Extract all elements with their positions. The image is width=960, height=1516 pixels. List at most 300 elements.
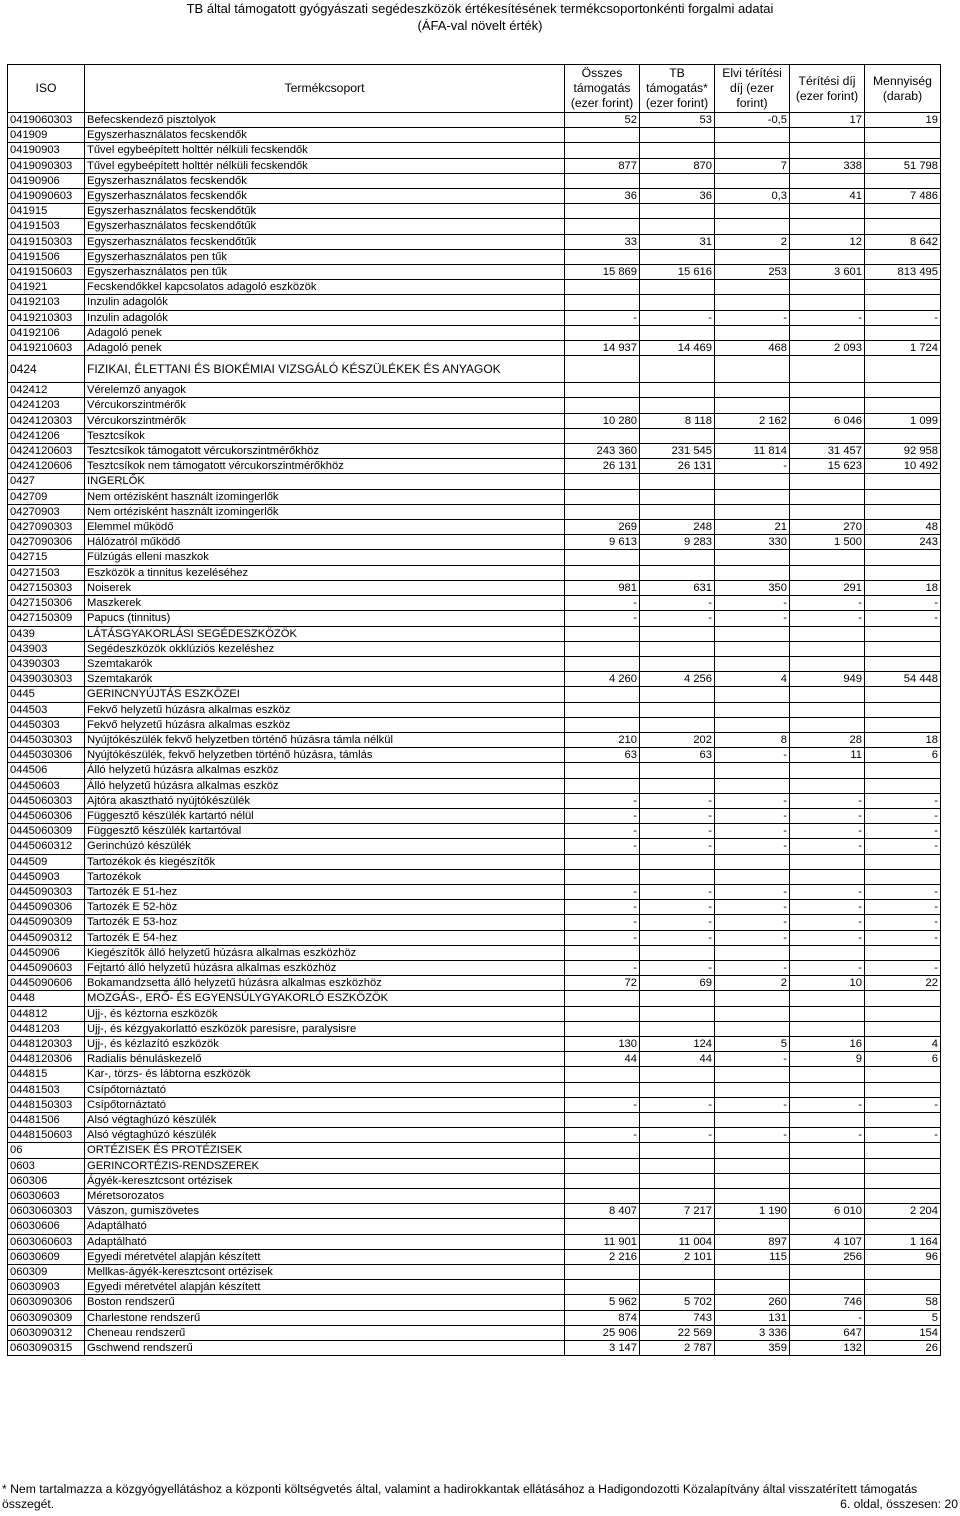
tb-support-cell: 743 [640, 1310, 715, 1325]
quantity-cell: 92 958 [865, 444, 941, 459]
fee-cell [790, 504, 865, 519]
tb-support-cell: 14 469 [640, 341, 715, 356]
nominal-fee-cell: 260 [715, 1295, 790, 1310]
total-support-cell [565, 687, 640, 702]
fee-cell [790, 428, 865, 443]
product-group-cell: Alsó végtaghúzó készülék [85, 1113, 565, 1128]
product-group-cell: GERINCNYÚJTÁS ESZKÖZEI [85, 687, 565, 702]
iso-code-cell: 044812 [8, 1006, 85, 1021]
nominal-fee-cell [715, 1219, 790, 1234]
tb-support-cell: 231 545 [640, 444, 715, 459]
total-support-cell [565, 854, 640, 869]
fee-cell [790, 295, 865, 310]
nominal-fee-cell [715, 489, 790, 504]
nominal-fee-cell: 115 [715, 1249, 790, 1264]
fee-cell: 11 [790, 748, 865, 763]
iso-code-cell: 0448150603 [8, 1128, 85, 1143]
nominal-fee-cell [715, 1006, 790, 1021]
product-group-cell: Nyújtókészülék fekvő helyzetben történő húzásra támla nélkül [85, 732, 565, 747]
product-group-cell: GERINCORTÉZIS-RENDSZEREK [85, 1158, 565, 1173]
tb-support-cell: - [640, 915, 715, 930]
tb-support-cell: - [640, 793, 715, 808]
table-row [8, 535, 941, 550]
tb-support-cell: - [640, 960, 715, 975]
nominal-fee-cell: - [715, 960, 790, 975]
quantity-cell [865, 945, 941, 960]
iso-code-cell: 0419060303 [8, 113, 85, 128]
nominal-fee-cell [715, 204, 790, 219]
fee-cell [790, 1067, 865, 1082]
iso-code-cell: 044506 [8, 763, 85, 778]
tb-support-cell: 36 [640, 189, 715, 204]
iso-code-cell: 0603060603 [8, 1234, 85, 1249]
quantity-cell: 19 [865, 113, 941, 128]
footnote: * Nem tartalmazza a közgyógyellátáshoz a központi költségvetés által, valamint a hadirokkantak ellátásához a Hadigondozotti Közalapítvány által visszatérített támogatás [2, 1482, 918, 1496]
quantity-cell: - [865, 930, 941, 945]
tb-support-cell [640, 778, 715, 793]
total-support-cell: 130 [565, 1036, 640, 1051]
iso-code-cell: 0439030303 [8, 672, 85, 687]
total-support-cell: - [565, 884, 640, 899]
fee-cell [790, 717, 865, 732]
tb-support-cell [640, 398, 715, 413]
iso-code-cell: 0448120306 [8, 1052, 85, 1067]
iso-code-cell: 0427150309 [8, 611, 85, 626]
product-group-cell: Ujj-, és kézlazító eszközök [85, 1036, 565, 1051]
tb-support-cell [640, 854, 715, 869]
fee-cell [790, 128, 865, 143]
quantity-cell: - [865, 1097, 941, 1112]
fee-cell: - [790, 310, 865, 325]
total-support-cell: 14 937 [565, 341, 640, 356]
nominal-fee-cell [715, 763, 790, 778]
fee-cell: 28 [790, 732, 865, 747]
nominal-fee-cell [715, 143, 790, 158]
total-support-cell: 26 131 [565, 459, 640, 474]
tb-support-cell: - [640, 1128, 715, 1143]
fee-cell [790, 173, 865, 188]
quantity-cell [865, 1143, 941, 1158]
fee-cell: 647 [790, 1325, 865, 1340]
total-support-cell [565, 428, 640, 443]
table-row [8, 778, 941, 793]
fee-cell [790, 1158, 865, 1173]
nominal-fee-cell [715, 687, 790, 702]
quantity-cell: - [865, 915, 941, 930]
nominal-fee-cell [715, 474, 790, 489]
iso-code-cell: 0419090603 [8, 189, 85, 204]
iso-code-cell: 0445060306 [8, 808, 85, 823]
total-support-cell [565, 1143, 640, 1158]
total-support-cell: 3 147 [565, 1341, 640, 1356]
product-group-cell: Egyszerhasználatos pen tűk [85, 249, 565, 264]
total-support-cell [565, 1265, 640, 1280]
header-total: Összes támogatás (ezer forint) [565, 65, 640, 113]
total-support-cell [565, 626, 640, 641]
product-group-cell: Adaptálható [85, 1219, 565, 1234]
iso-code-cell: 0427150306 [8, 596, 85, 611]
total-support-cell: - [565, 808, 640, 823]
table-row [8, 611, 941, 626]
iso-code-cell: 04481506 [8, 1113, 85, 1128]
tb-support-cell: 8 118 [640, 413, 715, 428]
tb-support-cell [640, 1067, 715, 1082]
table-row [8, 265, 941, 280]
nominal-fee-cell: - [715, 596, 790, 611]
total-support-cell [565, 1189, 640, 1204]
total-support-cell: - [565, 839, 640, 854]
nominal-fee-cell: - [715, 1097, 790, 1112]
total-support-cell [565, 778, 640, 793]
nominal-fee-cell: - [715, 839, 790, 854]
tb-support-cell: 5 702 [640, 1295, 715, 1310]
nominal-fee-cell: - [715, 793, 790, 808]
total-support-cell: 72 [565, 976, 640, 991]
iso-code-cell: 04192106 [8, 325, 85, 340]
tb-support-cell: 2 101 [640, 1249, 715, 1264]
tb-support-cell: - [640, 596, 715, 611]
iso-code-cell: 042715 [8, 550, 85, 565]
table-row [8, 991, 941, 1006]
tb-support-cell [640, 249, 715, 264]
table-row [8, 295, 941, 310]
tb-support-cell: 124 [640, 1036, 715, 1051]
quantity-cell: - [865, 793, 941, 808]
quantity-cell: 1 099 [865, 413, 941, 428]
fee-cell: - [790, 596, 865, 611]
fee-cell [790, 219, 865, 234]
product-group-cell: Kiegészítők álló helyzetű húzásra alkalmas eszközhöz [85, 945, 565, 960]
nominal-fee-cell: - [715, 824, 790, 839]
nominal-fee-cell [715, 280, 790, 295]
table-row [8, 1325, 941, 1340]
tb-support-cell: 31 [640, 234, 715, 249]
iso-code-cell: 0424120606 [8, 459, 85, 474]
fee-cell: 15 623 [790, 459, 865, 474]
quantity-cell [865, 249, 941, 264]
tb-support-cell [640, 128, 715, 143]
quantity-cell [865, 295, 941, 310]
fee-cell: 338 [790, 158, 865, 173]
nominal-fee-cell [715, 1143, 790, 1158]
iso-code-cell: 0424 [8, 356, 85, 383]
nominal-fee-cell [715, 641, 790, 656]
total-support-cell: 10 280 [565, 413, 640, 428]
table-row [8, 930, 941, 945]
quantity-cell [865, 1265, 941, 1280]
total-support-cell: 52 [565, 113, 640, 128]
fee-cell [790, 1265, 865, 1280]
fee-cell [790, 383, 865, 398]
nominal-fee-cell [715, 1265, 790, 1280]
quantity-cell: 96 [865, 1249, 941, 1264]
product-group-cell: FIZIKAI, ÉLETTANI ÉS BIOKÉMIAI VIZSGÁLÓ KÉSZÜLÉKEK ÉS ANYAGOK [85, 356, 565, 383]
tb-support-cell [640, 173, 715, 188]
iso-code-cell: 04390303 [8, 656, 85, 671]
quantity-cell: - [865, 824, 941, 839]
nominal-fee-cell: - [715, 748, 790, 763]
fee-cell: - [790, 793, 865, 808]
total-support-cell [565, 1158, 640, 1173]
nominal-fee-cell [715, 383, 790, 398]
iso-code-cell: 044503 [8, 702, 85, 717]
quantity-cell: - [865, 1128, 941, 1143]
nominal-fee-cell: - [715, 808, 790, 823]
tb-support-cell [640, 687, 715, 702]
total-support-cell [565, 1082, 640, 1097]
product-group-cell: Vércukorszintmérők [85, 398, 565, 413]
product-group-cell: Papucs (tinnitus) [85, 611, 565, 626]
table-row [8, 763, 941, 778]
total-support-cell: 8 407 [565, 1204, 640, 1219]
table-row [8, 249, 941, 264]
table-row [8, 1204, 941, 1219]
fee-cell: - [790, 884, 865, 899]
fee-cell [790, 1173, 865, 1188]
total-support-cell: - [565, 1097, 640, 1112]
quantity-cell [865, 356, 941, 383]
iso-code-cell: 0419210303 [8, 310, 85, 325]
fee-cell: 949 [790, 672, 865, 687]
table-row [8, 687, 941, 702]
quantity-cell [865, 626, 941, 641]
header-qty: Mennyiség (darab) [865, 65, 941, 113]
total-support-cell [565, 204, 640, 219]
table-row [8, 325, 941, 340]
table-row [8, 310, 941, 325]
table-row [8, 1113, 941, 1128]
total-support-cell: - [565, 960, 640, 975]
quantity-cell [865, 565, 941, 580]
iso-code-cell: 04190906 [8, 173, 85, 188]
iso-code-cell: 0419210603 [8, 341, 85, 356]
table-row [8, 1021, 941, 1036]
document-subtitle: (ÁFA-val növelt érték) [417, 18, 543, 33]
table-row [8, 945, 941, 960]
total-support-cell [565, 143, 640, 158]
product-group-cell: Segédeszközök okklúziós kezeléshez [85, 641, 565, 656]
nominal-fee-cell [715, 778, 790, 793]
product-group-cell: Charlestone rendszerű [85, 1310, 565, 1325]
iso-code-cell: 044815 [8, 1067, 85, 1082]
tb-support-cell [640, 1189, 715, 1204]
product-group-cell: Tesztcsíkok nem támogatott vércukorszintmérőkhöz [85, 459, 565, 474]
tb-support-cell [640, 1219, 715, 1234]
quantity-cell [865, 474, 941, 489]
table-row [8, 580, 941, 595]
table-row [8, 550, 941, 565]
fee-cell: 256 [790, 1249, 865, 1264]
table-row [8, 1280, 941, 1295]
total-support-cell: 63 [565, 748, 640, 763]
tb-support-cell [640, 991, 715, 1006]
product-group-cell: Szemtakarók [85, 672, 565, 687]
iso-code-cell: 043903 [8, 641, 85, 656]
table-row [8, 626, 941, 641]
total-support-cell [565, 489, 640, 504]
iso-code-cell: 0448150303 [8, 1097, 85, 1112]
nominal-fee-cell [715, 1158, 790, 1173]
product-group-cell: Inzulin adagolók [85, 295, 565, 310]
tb-support-cell [640, 1158, 715, 1173]
total-support-cell: - [565, 930, 640, 945]
quantity-cell: - [865, 310, 941, 325]
table-row [8, 1082, 941, 1097]
product-group-cell: Egyszerhasználatos fecskendők [85, 189, 565, 204]
total-support-cell [565, 945, 640, 960]
nominal-fee-cell: 3 336 [715, 1325, 790, 1340]
product-group-cell: Álló helyzetű húzásra alkalmas eszköz [85, 778, 565, 793]
iso-code-cell: 0427 [8, 474, 85, 489]
total-support-cell [565, 219, 640, 234]
table-row [8, 656, 941, 671]
table-row [8, 748, 941, 763]
fee-cell [790, 1021, 865, 1036]
product-group-cell: Maszkerek [85, 596, 565, 611]
tb-support-cell [640, 1143, 715, 1158]
iso-code-cell: 0445060309 [8, 824, 85, 839]
total-support-cell: 877 [565, 158, 640, 173]
product-group-cell: Fecskendőkkel kapcsolatos adagoló eszközök [85, 280, 565, 295]
tb-support-cell: 9 283 [640, 535, 715, 550]
quantity-cell [865, 504, 941, 519]
iso-code-cell: 0448 [8, 991, 85, 1006]
sales-table [7, 64, 941, 1356]
fee-cell [790, 626, 865, 641]
product-group-cell: Vászon, gumiszövetes [85, 1204, 565, 1219]
nominal-fee-cell: 350 [715, 580, 790, 595]
fee-cell: - [790, 960, 865, 975]
quantity-cell [865, 1280, 941, 1295]
tb-support-cell [640, 869, 715, 884]
table-row [8, 1219, 941, 1234]
total-support-cell [565, 173, 640, 188]
iso-code-cell: 04190903 [8, 143, 85, 158]
total-support-cell [565, 383, 640, 398]
product-group-cell: Tartozék E 52-höz [85, 900, 565, 915]
table-row [8, 280, 941, 295]
table-row [8, 383, 941, 398]
nominal-fee-cell: 4 [715, 672, 790, 687]
iso-code-cell: 0445060312 [8, 839, 85, 854]
product-group-cell: Tartozékok [85, 869, 565, 884]
total-support-cell: 5 962 [565, 1295, 640, 1310]
tb-support-cell: 44 [640, 1052, 715, 1067]
iso-code-cell: 042412 [8, 383, 85, 398]
product-group-cell: Méretsorozatos [85, 1189, 565, 1204]
table-row [8, 1143, 941, 1158]
quantity-cell: 26 [865, 1341, 941, 1356]
tb-support-cell: 69 [640, 976, 715, 991]
quantity-cell: 6 [865, 1052, 941, 1067]
table-row [8, 960, 941, 975]
product-group-cell: Függesztő készülék kartartóval [85, 824, 565, 839]
product-group-cell: Noiserek [85, 580, 565, 595]
product-group-cell: Tesztcsíkok [85, 428, 565, 443]
iso-code-cell: 042709 [8, 489, 85, 504]
table-row [8, 173, 941, 188]
iso-code-cell: 0445090303 [8, 884, 85, 899]
table-row [8, 1310, 941, 1325]
table-row [8, 732, 941, 747]
table-row [8, 128, 941, 143]
fee-cell: - [790, 839, 865, 854]
quantity-cell [865, 428, 941, 443]
fee-cell [790, 249, 865, 264]
fee-cell: 16 [790, 1036, 865, 1051]
tb-support-cell: 202 [640, 732, 715, 747]
quantity-cell [865, 173, 941, 188]
fee-cell: 12 [790, 234, 865, 249]
fee-cell: 6 046 [790, 413, 865, 428]
table-row [8, 1067, 941, 1082]
nominal-fee-cell [715, 1113, 790, 1128]
iso-code-cell: 060309 [8, 1265, 85, 1280]
nominal-fee-cell [715, 1173, 790, 1188]
tb-support-cell [640, 280, 715, 295]
fee-cell [790, 1143, 865, 1158]
document-title: TB által támogatott gyógyászati segédeszközök értékesítésének termékcsoportonkénti forgalmi adatai [186, 1, 774, 16]
table-row [8, 398, 941, 413]
nominal-fee-cell: 7 [715, 158, 790, 173]
iso-code-cell: 0603 [8, 1158, 85, 1173]
fee-cell: 10 [790, 976, 865, 991]
total-support-cell: - [565, 900, 640, 915]
nominal-fee-cell [715, 219, 790, 234]
quantity-cell: 22 [865, 976, 941, 991]
iso-code-cell: 0445060303 [8, 793, 85, 808]
iso-code-cell: 0424120603 [8, 444, 85, 459]
quantity-cell: 18 [865, 732, 941, 747]
product-group-cell: Egyszerhasználatos fecskendőtűk [85, 219, 565, 234]
fee-cell: 291 [790, 580, 865, 595]
iso-code-cell: 0445090603 [8, 960, 85, 975]
nominal-fee-cell [715, 1067, 790, 1082]
total-support-cell [565, 504, 640, 519]
table-row [8, 854, 941, 869]
product-group-cell: Tűvel egybeépített holttér nélküli fecskendők [85, 143, 565, 158]
table-row [8, 1097, 941, 1112]
nominal-fee-cell: 2 [715, 976, 790, 991]
product-group-cell: Bokamandzsetta álló helyzetű húzásra alkalmas eszközhöz [85, 976, 565, 991]
product-group-cell: Elemmel működő [85, 520, 565, 535]
total-support-cell: 4 260 [565, 672, 640, 687]
table-row [8, 1295, 941, 1310]
quantity-cell [865, 763, 941, 778]
nominal-fee-cell [715, 1082, 790, 1097]
fee-cell [790, 325, 865, 340]
product-group-cell: Inzulin adagolók [85, 310, 565, 325]
fee-cell: 31 457 [790, 444, 865, 459]
header-group: Termékcsoport [85, 65, 565, 113]
quantity-cell: - [865, 960, 941, 975]
total-support-cell: 210 [565, 732, 640, 747]
nominal-fee-cell [715, 1280, 790, 1295]
nominal-fee-cell: 253 [715, 265, 790, 280]
quantity-cell: 1 164 [865, 1234, 941, 1249]
nominal-fee-cell: 330 [715, 535, 790, 550]
table-row [8, 884, 941, 899]
iso-code-cell: 04450603 [8, 778, 85, 793]
product-group-cell: Befecskendező pisztolyok [85, 113, 565, 128]
table-row [8, 824, 941, 839]
fee-cell: 9 [790, 1052, 865, 1067]
fee-cell [790, 991, 865, 1006]
total-support-cell [565, 356, 640, 383]
product-group-cell: Ujj-, és kéztorna eszközök [85, 1006, 565, 1021]
fee-cell: - [790, 808, 865, 823]
product-group-cell: Adaptálható [85, 1234, 565, 1249]
